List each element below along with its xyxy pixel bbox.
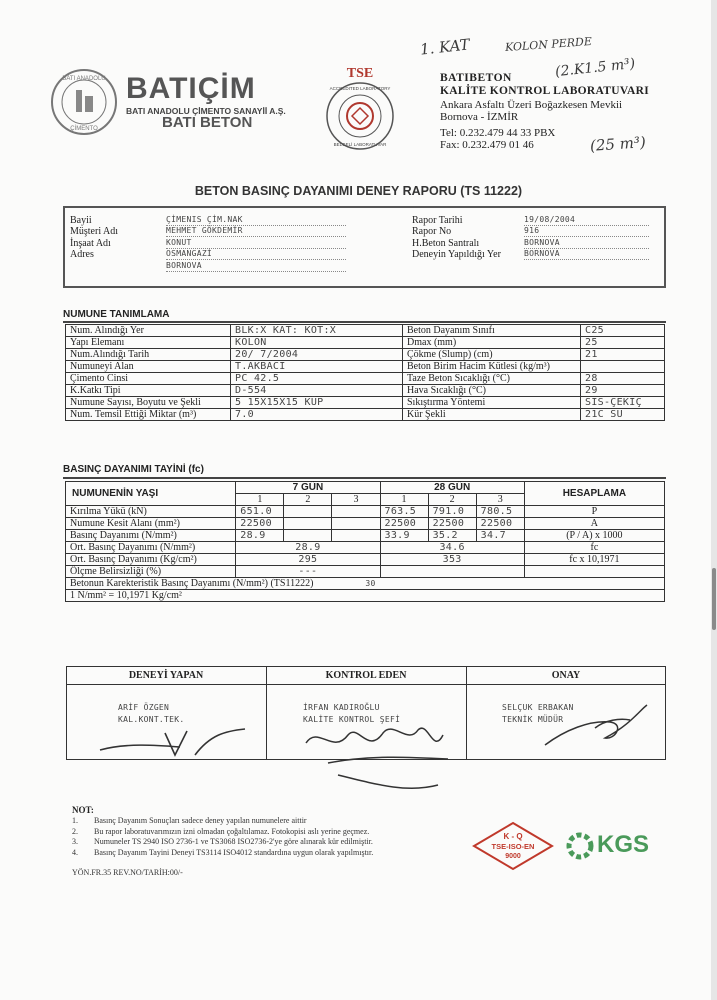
numune-heading-rule <box>63 321 666 323</box>
numune-left-value: BLK:X KAT: KOT:X <box>231 325 403 337</box>
note-text: Basınç Dayanım Sonuçları sadece deney yapılan numunelere aittir <box>94 816 307 825</box>
sig-header-yapan: DENEYİ YAPAN <box>128 670 204 681</box>
handwritten-note-3: (2.K1.5 m³) <box>554 55 636 81</box>
numune-right-value: C25 <box>581 325 665 337</box>
sig-kontrol-title: KALİTE KONTROL ŞEFİ <box>303 715 401 724</box>
numune-left-value: 5 15X15X15 KÜP <box>231 397 403 409</box>
svg-text:TSE: TSE <box>346 66 374 81</box>
basinc-sub-col: 2 <box>428 494 476 506</box>
brand-division: BATI BETON <box>162 114 253 131</box>
info-left-label: Bayii <box>70 214 92 226</box>
numune-right-label: Sıkıştırma Yöntemi <box>403 397 581 409</box>
sig-header-kontrol: KONTROL EDEN <box>325 670 407 681</box>
numune-heading: NUMUNE TANIMLAMA <box>63 309 170 320</box>
handwritten-note-2: KOLON PERDE <box>504 34 593 55</box>
numune-left-label: K.Katkı Tipi <box>66 385 231 397</box>
numune-row <box>66 373 665 385</box>
numune-row <box>66 349 665 361</box>
note-number: 4. <box>72 847 78 857</box>
basinc-calc: fc x 10,1971 <box>524 554 664 566</box>
scrollbar-track[interactable] <box>711 0 717 1000</box>
numune-left-label: Numuneyi Alan <box>66 361 231 373</box>
numune-left-value: T.AKBACI <box>231 361 403 373</box>
basinc-7-value: 28.9 <box>236 530 284 542</box>
basinc-row <box>66 530 665 542</box>
numune-left-label: Num.Alındığı Tarih <box>66 349 231 361</box>
svg-text:BATI ANADOLU: BATI ANADOLU <box>62 76 106 82</box>
basinc-karakteristik-cell <box>66 578 665 590</box>
handwritten-note-4: (25 m³) <box>589 133 647 155</box>
numune-left-value: D-554 <box>231 385 403 397</box>
lab-line2: KALİTE KONTROL LABORATUVARI <box>440 85 649 97</box>
basinc-28-value: 34.7 <box>476 530 524 542</box>
info-left-row <box>70 260 346 272</box>
info-left-value: ÇİMENIS ÇİM.NAK <box>166 215 346 226</box>
basinc-row-label: Numune Kesit Alanı (mm²) <box>66 518 236 530</box>
basinc-28-value: 791.0 <box>428 506 476 518</box>
numune-row <box>66 409 665 421</box>
note-number: 3. <box>72 837 78 846</box>
info-right-label: Deneyin Yapıldığı Yer <box>412 249 501 260</box>
info-right-label: Rapor No <box>412 226 452 237</box>
basinc-28-value: 22500 <box>476 518 524 530</box>
info-right-row <box>412 237 649 249</box>
sig-yapan-name: ARİF ÖZGEN <box>118 703 170 712</box>
basinc-sub-col: 3 <box>476 494 524 506</box>
lab-header <box>440 72 649 151</box>
basinc-conversion-row <box>66 590 665 602</box>
kq-tse-iso-logo <box>472 821 554 871</box>
note-item <box>72 827 373 838</box>
info-right-value: BORNOVA <box>524 238 649 249</box>
basinc-row-label: Basınç Dayanımı (N/mm²) <box>66 530 236 542</box>
basinc-28-value: 763.5 <box>380 506 428 518</box>
info-left-row <box>70 214 346 226</box>
brand-subtitle: BATI ANADOLU ÇİMENTO SANAYİİ A.Ş. <box>126 106 286 116</box>
info-left-value: BORNOVA <box>166 261 346 272</box>
numune-table <box>65 324 665 421</box>
basinc-7-value <box>284 506 332 518</box>
basinc-row <box>66 566 665 578</box>
numune-right-label: Beton Dayanım Sınıfı <box>403 325 581 337</box>
info-right-value: BORNOVA <box>524 249 649 260</box>
basinc-row-label: Ölçme Belirsizliği (%) <box>66 566 236 578</box>
svg-text:9000: 9000 <box>505 853 521 860</box>
basinc-7-value <box>284 530 332 542</box>
notes-list <box>72 816 373 858</box>
info-left-label: İnşaat Adı <box>70 237 111 249</box>
basinc-7-value: 22500 <box>236 518 284 530</box>
numune-left-label: Num. Temsil Ettiği Miktar (m³) <box>66 409 231 421</box>
basinc-table <box>65 481 665 602</box>
tse-accredited-logo <box>322 64 398 154</box>
basinc-col-yas: NUMUNENİN YAŞI <box>66 482 236 506</box>
numune-right-value <box>581 361 665 373</box>
basinc-karakteristik-row <box>66 578 665 590</box>
brand-name: BATIÇİM <box>126 72 256 105</box>
basinc-sub-col: 1 <box>380 494 428 506</box>
lab-address1: Ankara Asfaltı Üzeri Boğazkesen Mevkii <box>440 99 623 111</box>
numune-left-label: Yapı Elemanı <box>66 337 231 349</box>
note-text: Numuneler TS 2940 ISO 2736-1 ve TS3068 ISO2736-2'ye göre alınarak kür edilmiştir. <box>94 837 373 846</box>
basinc-7-value <box>332 506 380 518</box>
numune-left-label: Num. Alındığı Yer <box>66 325 231 337</box>
basinc-row-label: Kırılma Yükü (kN) <box>66 506 236 518</box>
info-right-row <box>412 214 649 226</box>
info-right <box>412 214 649 260</box>
report-title: BETON BASINÇ DAYANIMI DENEY RAPORU (TS 11222) <box>194 184 523 198</box>
numune-row <box>66 325 665 337</box>
numune-left-label: Numune Sayısı, Boyutu ve Şekli <box>66 397 231 409</box>
basinc-row <box>66 518 665 530</box>
kgs-text: KGS <box>597 831 650 858</box>
lab-address2: Bornova - İZMİR <box>440 111 519 123</box>
basinc-28-value: 33.9 <box>380 530 428 542</box>
basinc-sub-col: 2 <box>284 494 332 506</box>
info-right-row <box>412 226 649 238</box>
handwritten-note-1: 1. KAT <box>419 35 471 59</box>
numune-left-label: Çimento Cinsi <box>66 373 231 385</box>
numune-right-label: Taze Beton Sıcaklığı (°C) <box>403 373 581 385</box>
basinc-row <box>66 554 665 566</box>
svg-text:ACCREDITED LABORATORY: ACCREDITED LABORATORY <box>329 86 391 91</box>
info-right-value: 916 <box>524 226 649 237</box>
basinc-28-mean: 353 <box>380 554 524 566</box>
numune-right-label: Dmax (mm) <box>403 337 581 349</box>
info-left-value: KONUT <box>166 238 346 249</box>
sig-yapan-title: KAL.KONT.TEK. <box>118 715 185 724</box>
basinc-calc <box>524 566 664 578</box>
basinc-col-28: 28 GÜN <box>380 482 524 494</box>
basinc-7-value <box>332 530 380 542</box>
numune-row <box>66 337 665 349</box>
numune-right-label: Beton Birim Hacim Kütlesi (kg/m³) <box>403 361 581 373</box>
basinc-row-label: Ort. Basınç Dayanımı (Kg/cm²) <box>66 554 236 566</box>
numune-right-label: Kür Şekli <box>403 409 581 421</box>
info-left <box>70 214 346 272</box>
basinc-col-hesap: HESAPLAMA <box>524 482 664 506</box>
basinc-sub-col: 3 <box>332 494 380 506</box>
numune-right-label: Hava Sıcaklığı (°C) <box>403 385 581 397</box>
info-right-row <box>412 249 649 261</box>
note-item <box>72 848 373 859</box>
notes-heading: NOT: <box>72 805 94 815</box>
signature-yapan-scribble <box>95 725 255 760</box>
basinc-28-value: 35.2 <box>428 530 476 542</box>
svg-text:TSE-ISO-EN: TSE-ISO-EN <box>491 842 535 851</box>
numune-right-value: 21 <box>581 349 665 361</box>
basinc-28-mean <box>380 566 524 578</box>
note-number: 2. <box>72 826 78 836</box>
info-left-value: OSMANGAZİ <box>166 249 346 260</box>
info-right-label: H.Beton Santralı <box>412 237 480 249</box>
sig-onay-name: SELÇUK ERBAKAN <box>502 703 574 712</box>
basinc-7-mean: 28.9 <box>236 542 380 554</box>
scrollbar-thumb[interactable] <box>712 568 716 630</box>
info-left-row <box>70 249 346 261</box>
basinc-heading-rule <box>63 477 666 479</box>
svg-text:ÇİMENTO: ÇİMENTO <box>70 126 98 132</box>
info-left-row <box>70 237 346 249</box>
basinc-calc: P <box>524 506 664 518</box>
basinc-row-label: Ort. Basınç Dayanımı (N/mm²) <box>66 542 236 554</box>
basinc-28-value: 22500 <box>428 518 476 530</box>
numune-row <box>66 385 665 397</box>
sig-onay-title: TEKNİK MÜDÜR <box>502 715 564 724</box>
numune-right-label: Çökme (Slump) (cm) <box>403 349 581 361</box>
basinc-karakteristik-label: Betonun Karekteristik Basınç Dayanımı (N/mm²) (TS11222) <box>70 578 314 589</box>
basinc-karakteristik-value: 30 <box>365 579 376 588</box>
info-left-value: MEHMET GÖKDEMİR <box>166 226 346 237</box>
numune-left-value: KOLON <box>231 337 403 349</box>
numune-left-value: 20/ 7/2004 <box>231 349 403 361</box>
info-left-label: Müşteri Adı <box>70 226 119 237</box>
form-code: YÖN.FR.35 REV.NO/TARİH:00/- <box>72 868 183 877</box>
numune-right-value: 29 <box>581 385 665 397</box>
note-text: Bu rapor laboratuvarımızın izni olmadan çoğaltılamaz. Fotokopisi aslı yerine geçmez. <box>94 826 370 836</box>
basinc-7-mean: 295 <box>236 554 380 566</box>
basinc-7-mean: --- <box>236 566 380 578</box>
info-left-row <box>70 226 346 238</box>
basinc-calc: (P / A) x 1000 <box>524 530 664 542</box>
info-left-label: Adres <box>70 249 94 260</box>
lab-fax: Fax: 0.232.479 01 46 <box>440 139 534 151</box>
numune-row <box>66 397 665 409</box>
note-number: 1. <box>72 816 78 825</box>
note-text: Basınç Dayanım Tayini Deneyi TS3114 ISO4012 standardına uygun olarak yapılmıştır. <box>94 847 374 857</box>
note-item <box>72 837 373 848</box>
basinc-heading: BASINÇ DAYANIMI TAYİNİ (fc) <box>63 464 204 475</box>
numune-right-value: 21C SU <box>581 409 665 421</box>
kgs-logo <box>565 829 665 863</box>
basinc-row <box>66 542 665 554</box>
info-right-value: 19/08/2004 <box>524 215 649 226</box>
basinc-conversion: 1 N/mm² = 10,1971 Kg/cm² <box>66 590 665 602</box>
signature-header-rule <box>66 684 666 685</box>
numune-right-value: 25 <box>581 337 665 349</box>
svg-text:BELGELİ LABORATUVAR: BELGELİ LABORATUVAR <box>333 142 387 147</box>
numune-right-value: SIS-ÇEKİÇ <box>581 397 665 409</box>
signature-kontrol-scribble <box>298 715 468 800</box>
batıcim-seal-logo <box>50 68 118 136</box>
info-right-label: Rapor Tarihi <box>412 214 463 226</box>
basinc-sub-col: 1 <box>236 494 284 506</box>
lab-line1: BATIBETON <box>440 72 512 84</box>
signature-onay-scribble <box>535 700 655 755</box>
basinc-28-value: 780.5 <box>476 506 524 518</box>
basinc-header-row <box>66 482 665 494</box>
numune-left-value: PC 42.5 <box>231 373 403 385</box>
basinc-28-mean: 34.6 <box>380 542 524 554</box>
basinc-row <box>66 506 665 518</box>
basinc-7-value <box>332 518 380 530</box>
basinc-7-value: 651.0 <box>236 506 284 518</box>
sig-header-onay: ONAY <box>551 670 581 681</box>
basinc-calc: A <box>524 518 664 530</box>
basinc-28-value: 22500 <box>380 518 428 530</box>
sig-kontrol-name: İRFAN KADIROĞLU <box>303 703 380 712</box>
basinc-calc: fc <box>524 542 664 554</box>
numune-left-value: 7.0 <box>231 409 403 421</box>
basinc-7-value <box>284 518 332 530</box>
numune-row <box>66 361 665 373</box>
note-item <box>72 816 373 827</box>
svg-text:K - Q: K - Q <box>503 832 523 841</box>
numune-right-value: 28 <box>581 373 665 385</box>
lab-tel: Tel: 0.232.479 44 33 PBX <box>440 127 556 139</box>
basinc-col-7: 7 GÜN <box>236 482 380 494</box>
